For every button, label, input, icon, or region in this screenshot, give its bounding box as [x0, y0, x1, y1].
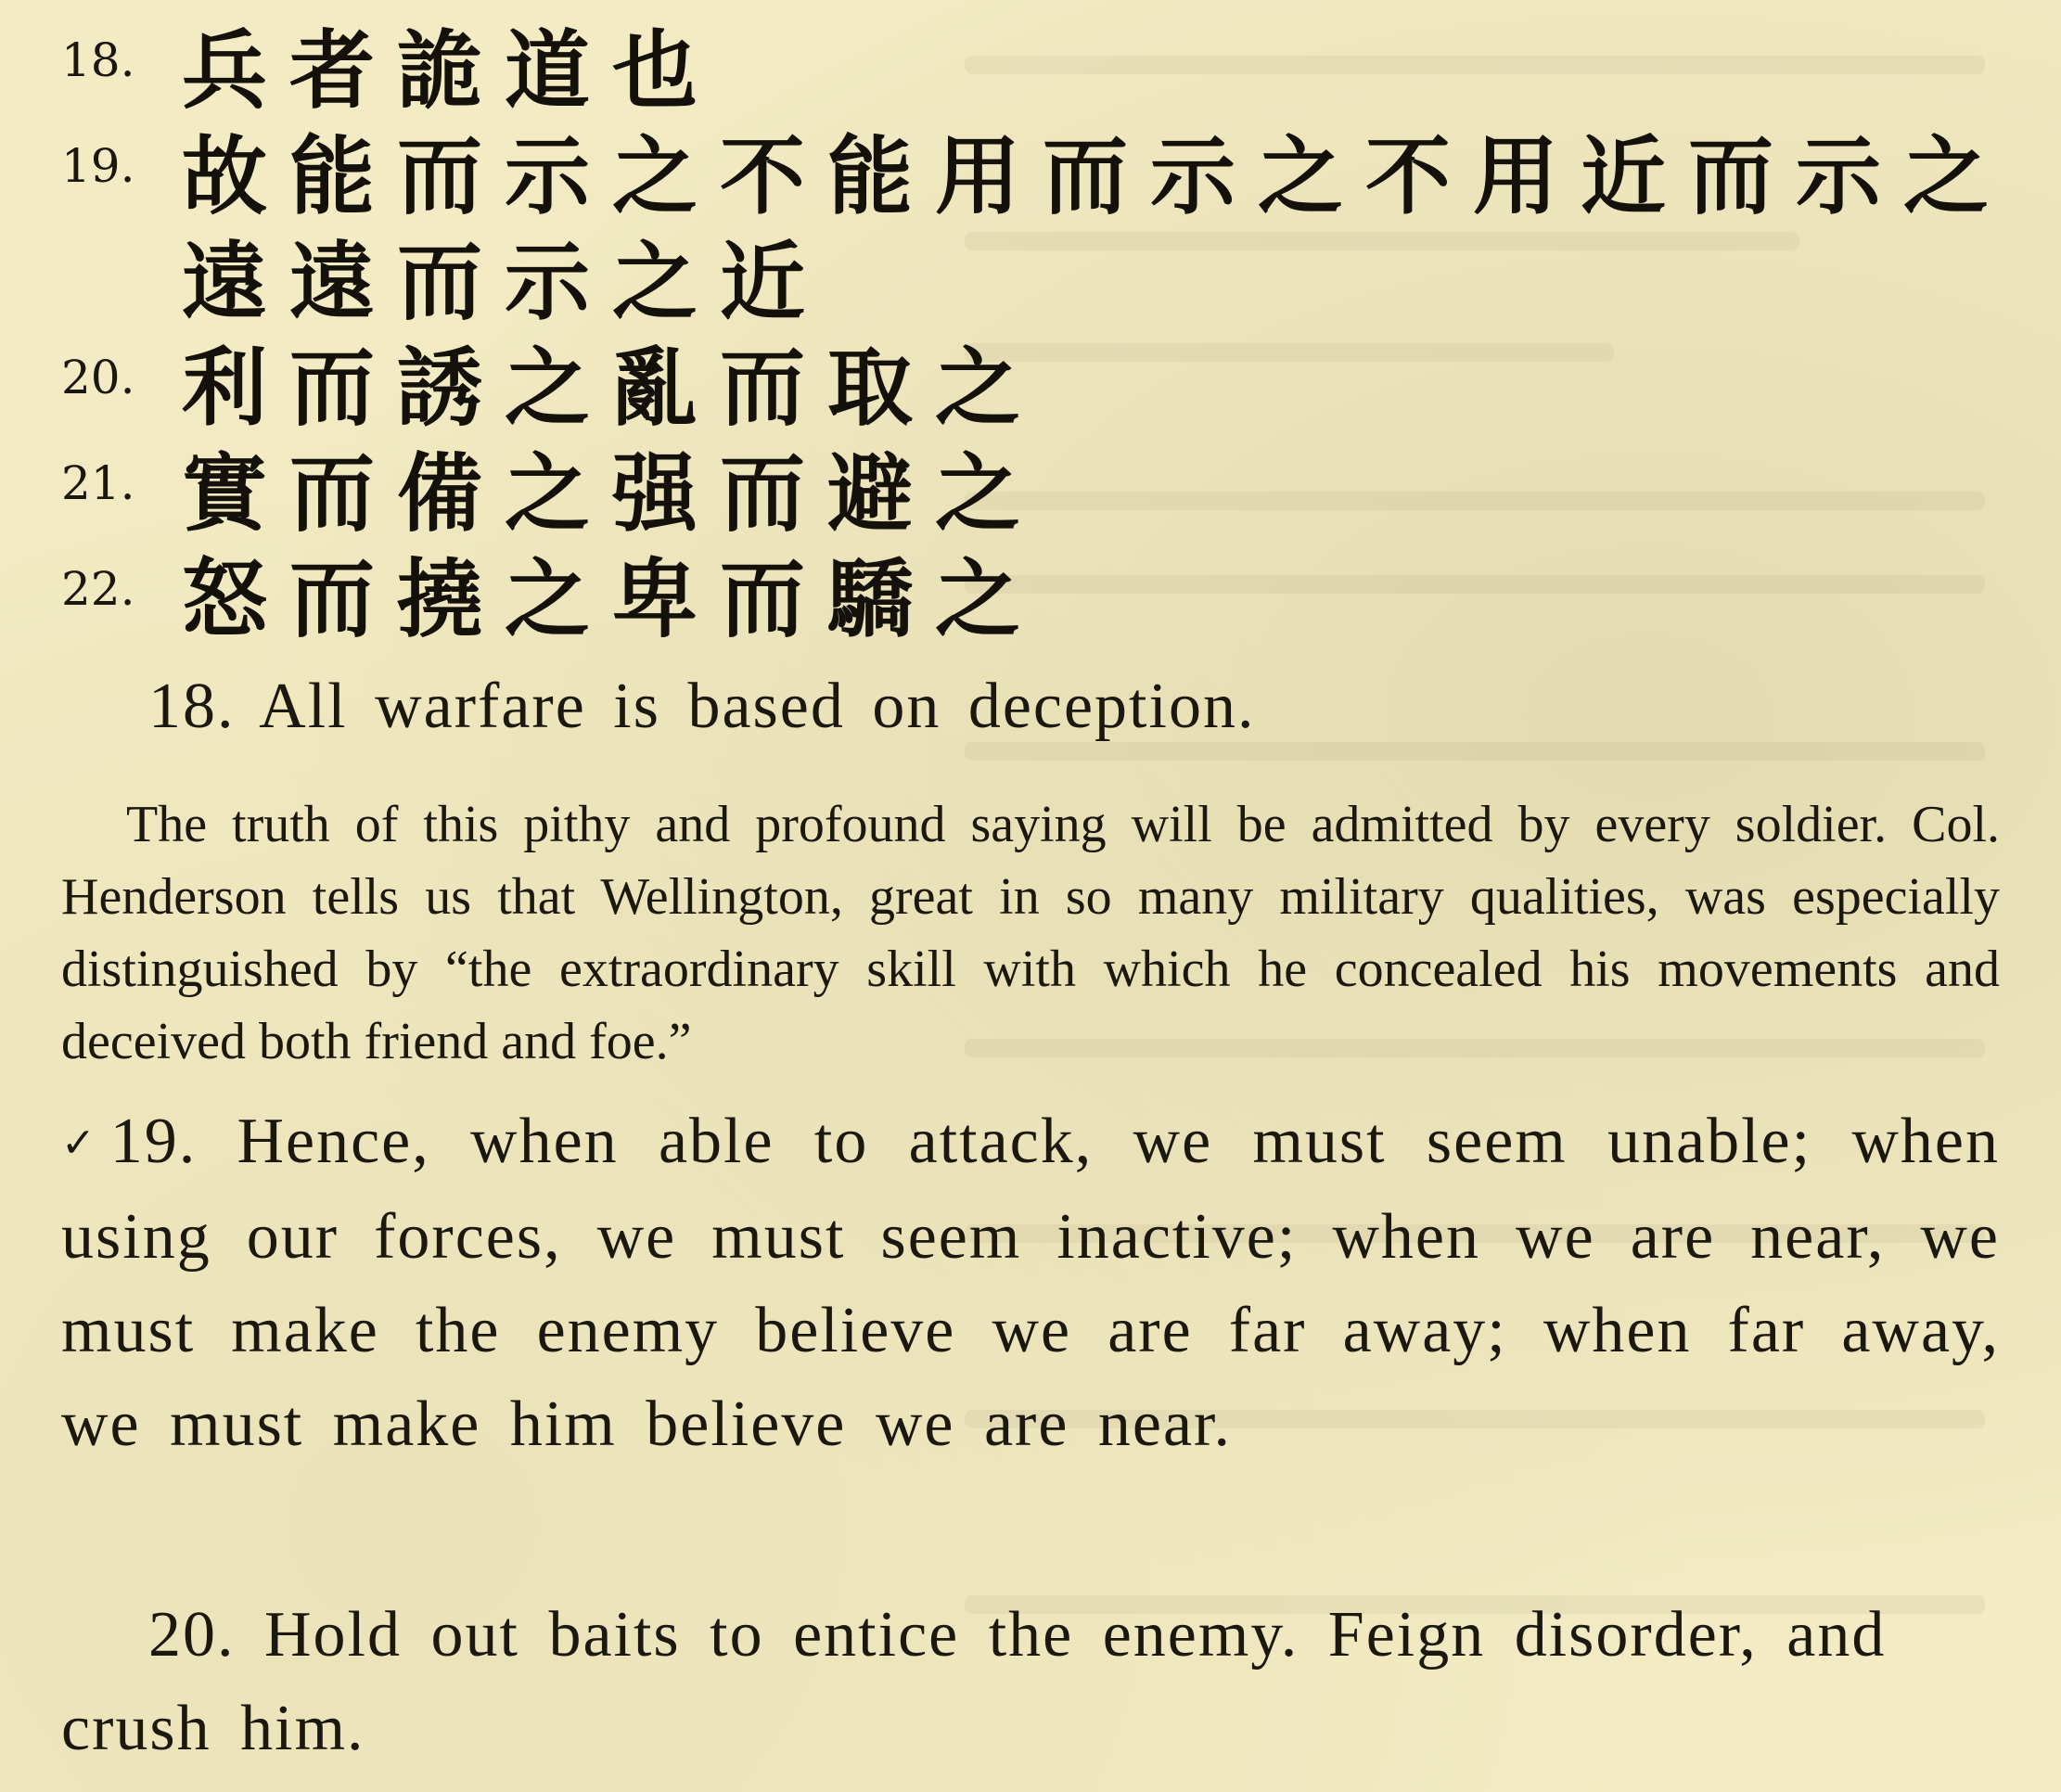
- commentary-18: [61, 788, 2000, 1078]
- chinese-line-number: 19.: [61, 139, 135, 193]
- pencil-check-mark: ✓: [61, 1120, 109, 1166]
- verse-20-text: 20. Hold out baits to entice the enemy. Feign disorder, and crush him.: [61, 1599, 1887, 1764]
- chinese-line-text: 故能而示之不能用而示之不用近而示之: [182, 127, 2012, 226]
- chinese-line-number: 21.: [61, 456, 135, 510]
- chinese-line-text: 怒而撓之卑而驕之: [182, 550, 1043, 649]
- chinese-line-21: [61, 442, 2009, 547]
- verse-19-text: 19. Hence, when able to attack, we must seem unable; when using our forces, we must seem inactive; when we are near, we must make the enemy believe we are far away; when far away, we must make him believe we are near.: [61, 1106, 2001, 1460]
- chinese-line-text: 兵者詭道也: [182, 21, 721, 121]
- commentary-paragraph: The truth of this pithy and profound saying will be admitted by every soldier. Col. Henderson tells us that Wellington, great in so many military qualities, was especially distinguished by “the extraordinary skill with which he concealed his movements and deceived both friend and foe.”: [61, 796, 2000, 1070]
- verse-19: [61, 1094, 2000, 1471]
- chinese-line-number: 18.: [61, 33, 135, 87]
- chinese-line-number: 20.: [61, 351, 135, 404]
- chinese-line-number: 22.: [61, 562, 135, 616]
- chinese-line-19: [61, 124, 2012, 230]
- chinese-line-text: 遠遠而示之近: [182, 233, 828, 332]
- chinese-line-19-continued: [61, 230, 2009, 336]
- chinese-line-18: [61, 19, 2009, 124]
- chinese-line-20: [61, 336, 2009, 442]
- verse-20: [61, 1588, 2000, 1775]
- chinese-line-text: 實而備之强而避之: [182, 444, 1043, 544]
- chinese-line-22: [61, 547, 2009, 653]
- chinese-text-block: [61, 19, 2012, 653]
- chinese-line-text: 利而誘之亂而取之: [182, 339, 1043, 438]
- verse-18: 18. All warfare is based on deception.: [148, 671, 1256, 742]
